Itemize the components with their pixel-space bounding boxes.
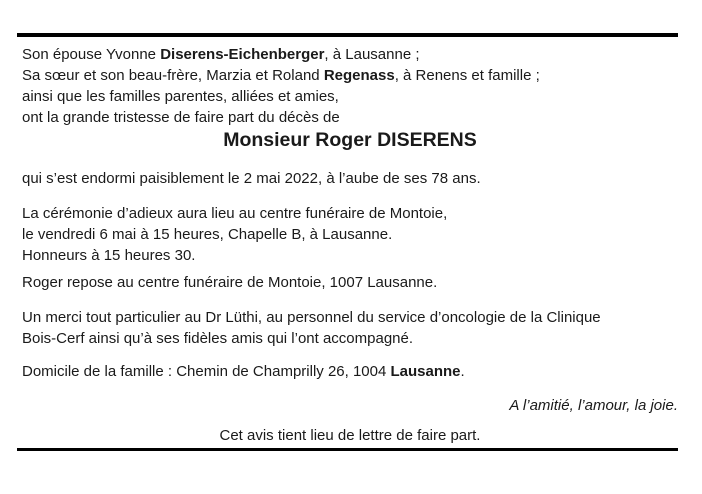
family-intro-line-4: ont la grande tristesse de faire part du décès de bbox=[22, 109, 340, 126]
thanks-line-1: Un merci tout particulier au Dr Lüthi, au personnel du service d’oncologie de la Clinique bbox=[22, 309, 601, 326]
family-address: Domicile de la famille : Chemin de Champrilly 26, 1004 Lausanne. bbox=[22, 363, 465, 380]
motto-quote: A l’amitié, l’amour, la joie. bbox=[509, 397, 678, 414]
thanks-line-2: Bois-Cerf ainsi qu’à ses fidèles amis qui l’ont accompagné. bbox=[22, 330, 414, 347]
family-intro bbox=[22, 44, 678, 128]
thanks-statement bbox=[22, 307, 678, 349]
ceremony-details bbox=[22, 203, 678, 266]
bottom-rule bbox=[17, 448, 678, 451]
closing-statement: Cet avis tient lieu de lettre de faire part. bbox=[219, 427, 481, 444]
top-rule bbox=[17, 33, 678, 37]
ceremony-line-2: le vendredi 6 mai à 15 heures, Chapelle B, à Lausanne. bbox=[22, 226, 393, 243]
family-intro-line-1: Son épouse Yvonne Diserens-Eichenberger, à Lausanne ; bbox=[22, 46, 420, 63]
deceased-name-title: Monsieur Roger DISERENS bbox=[223, 129, 477, 151]
repose-statement: Roger repose au centre funéraire de Montoie, 1007 Lausanne. bbox=[22, 274, 438, 291]
ceremony-line-1: La cérémonie d’adieux aura lieu au centre funéraire de Montoie, bbox=[22, 205, 448, 222]
ceremony-line-3: Honneurs à 15 heures 30. bbox=[22, 247, 196, 264]
family-intro-line-3: ainsi que les familles parentes, alliées et amies, bbox=[22, 88, 339, 105]
family-intro-line-2: Sa sœur et son beau-frère, Marzia et Roland Regenass, à Renens et famille ; bbox=[22, 67, 540, 84]
death-statement: qui s’est endormi paisiblement le 2 mai 2022, à l’aube de ses 78 ans. bbox=[22, 170, 481, 187]
